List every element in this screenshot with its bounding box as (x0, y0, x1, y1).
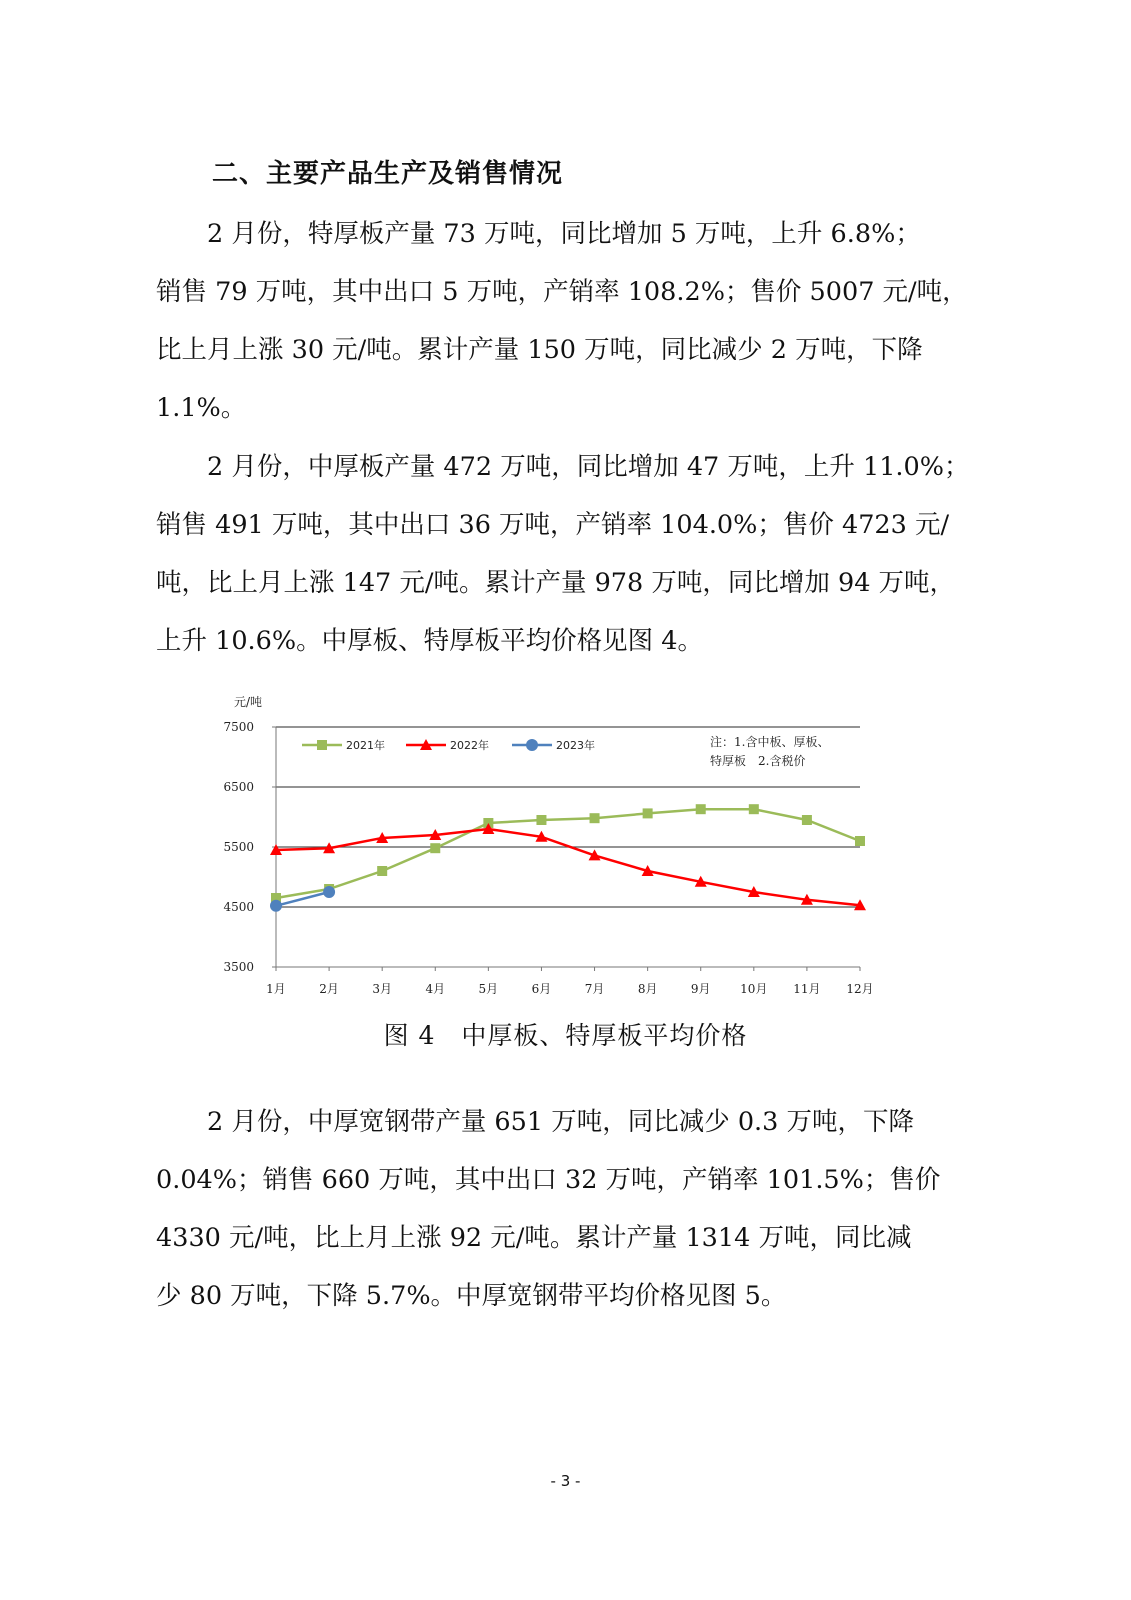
x-tick-label: 5月 (478, 982, 499, 996)
data-point-square (377, 866, 387, 876)
x-tick-label: 10月 (740, 982, 768, 996)
price-chart (210, 680, 910, 1020)
data-point-square (536, 815, 546, 825)
data-point-square (430, 843, 440, 853)
data-point-square (855, 836, 865, 846)
text-line: 比上月上涨 30 元/吨。累计产量 150 万吨，同比减少 2 万吨，下降 (156, 335, 923, 365)
legend-label: 2022年 (450, 739, 489, 752)
figure-caption: 图 4 中厚板、特厚板平均价格 (383, 1021, 748, 1050)
text-line: 少 80 万吨，下降 5.7%。中厚宽钢带平均价格见图 5。 (156, 1281, 787, 1311)
data-point-square (696, 804, 706, 814)
x-tick-label: 6月 (531, 982, 552, 996)
paragraph-wide-strip (156, 1093, 956, 1325)
x-tick-label: 4月 (425, 982, 446, 996)
x-tick-label: 3月 (372, 982, 393, 996)
paragraph-medium-plate (156, 438, 970, 670)
x-tick-label: 8月 (637, 982, 658, 996)
series-line (276, 809, 860, 898)
data-point-circle (526, 739, 538, 751)
x-tick-label: 7月 (584, 982, 605, 996)
x-tick-label: 11月 (793, 982, 821, 996)
text-line: 2 月份，中厚宽钢带产量 651 万吨，同比减少 0.3 万吨，下降 (156, 1107, 914, 1137)
data-point-circle (270, 900, 282, 912)
text-line: 吨，比上月上涨 147 元/吨。累计产量 978 万吨，同比增加 94 万吨， (156, 568, 956, 598)
text-line: 2 月份，中厚板产量 472 万吨，同比增加 47 万吨，上升 11.0%； (156, 452, 970, 482)
y-tick-label: 7500 (223, 720, 254, 734)
text-line: 2 月份，特厚板产量 73 万吨，同比增加 5 万吨，上升 6.8%； (156, 219, 921, 249)
x-tick-label: 9月 (690, 982, 711, 996)
legend-label: 2021年 (346, 739, 385, 752)
y-tick-label: 6500 (223, 780, 254, 794)
data-point-square (802, 815, 812, 825)
x-tick-label: 12月 (846, 982, 874, 996)
data-point-square (317, 740, 327, 750)
x-tick-label: 1月 (266, 982, 286, 996)
section-heading: 二、主要产品生产及销售情况 (212, 159, 564, 189)
page-number: - 3 - (550, 1472, 581, 1490)
x-tick-label: 2月 (319, 982, 339, 996)
y-axis-label: 元/吨 (234, 695, 263, 709)
series-line (276, 829, 860, 905)
price-chart-svg (210, 680, 910, 1020)
paragraph-heavy-plate (156, 205, 968, 437)
text-line: 上升 10.6%。中厚板、特厚板平均价格见图 4。 (156, 626, 703, 656)
y-tick-label: 4500 (223, 900, 254, 914)
text-line: 销售 79 万吨，其中出口 5 万吨，产销率 108.2%；售价 5007 元/吨， (156, 277, 968, 307)
data-point-square (643, 808, 653, 818)
chart-note: 特厚板 2.含税价 (710, 754, 806, 768)
y-tick-label: 5500 (223, 840, 254, 854)
data-point-circle (323, 886, 335, 898)
text-line: 4330 元/吨，比上月上涨 92 元/吨。累计产量 1314 万吨，同比减 (156, 1223, 912, 1253)
text-line: 销售 491 万吨，其中出口 36 万吨，产销率 104.0%；售价 4723 元/ (156, 510, 950, 540)
data-point-square (590, 813, 600, 823)
chart-note: 注：1.含中板、厚板、 (710, 735, 830, 749)
y-tick-label: 3500 (223, 960, 254, 974)
legend-label: 2023年 (556, 739, 595, 752)
text-line: 1.1%。 (156, 393, 247, 423)
data-point-square (749, 804, 759, 814)
text-line: 0.04%；销售 660 万吨，其中出口 32 万吨，产销率 101.5%；售价 (156, 1165, 941, 1195)
